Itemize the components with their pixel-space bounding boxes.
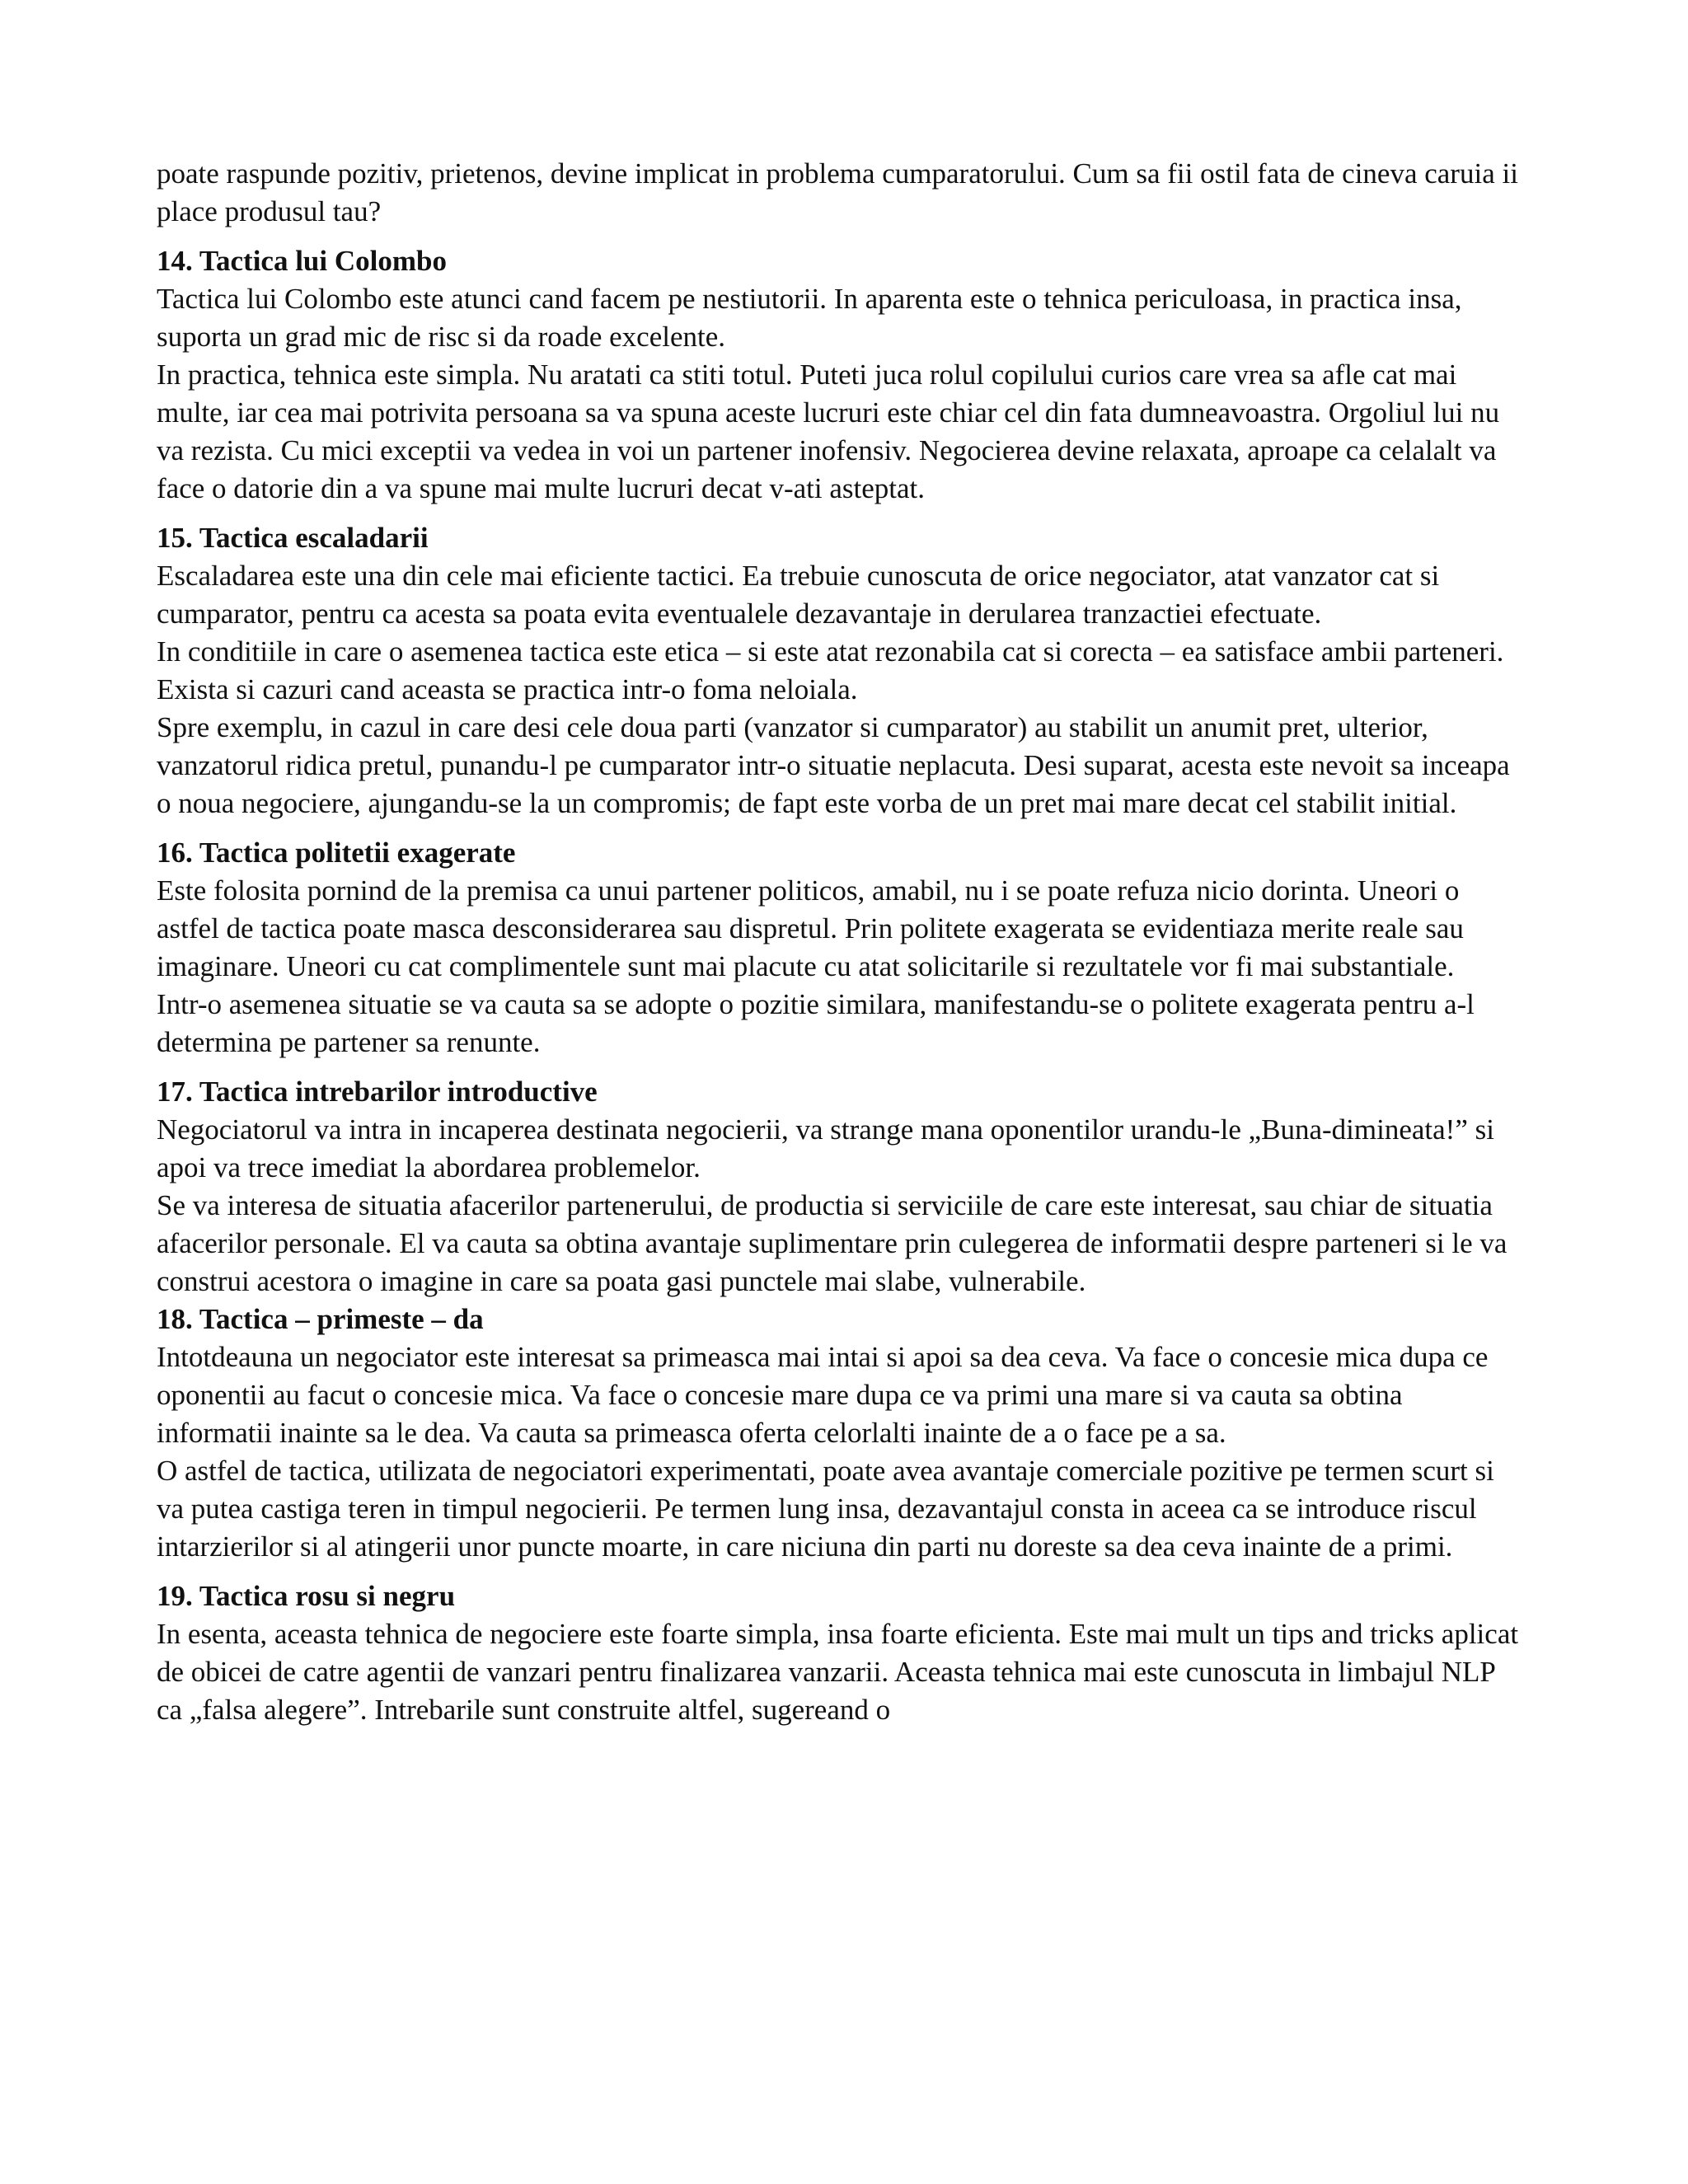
section-14	[157, 242, 1525, 508]
section-17	[157, 1073, 1525, 1301]
section-paragraph: Tactica lui Colombo este atunci cand facem pe nestiutorii. In aparenta este o tehnica periculoasa, in practica insa, suporta un grad mic de risc si da roade excelente.	[157, 283, 1462, 353]
section-paragraph: In practica, tehnica este simpla. Nu aratati ca stiti totul. Puteti juca rolul copilului curios care vrea sa afle cat mai multe, iar cea mai potrivita persoana sa va spuna aceste lucruri este chiar cel din fata dumneavoastra. Orgoliul lui nu va rezista. Cu mici exceptii va vedea in voi un partener inofensiv. Negocierea devine relaxata, aproape ca celalalt va face o datorie din a va spune mai multe lucruri decat v-ati asteptat.	[157, 359, 1500, 504]
section-paragraph: Intr-o asemenea situatie se va cauta sa se adopte o pozitie similara, manifestandu-se o politete exagerata pentru a-l determina pe partener sa renunte.	[157, 988, 1475, 1058]
section-heading: 14. Tactica lui Colombo	[157, 245, 447, 277]
document-body	[157, 155, 1525, 1729]
section-paragraph: Se va interesa de situatia afacerilor partenerului, de productia si serviciile de care este interesat, sau chiar de situatia afacerilor personale. El va cauta sa obtina avantaje suplimentare prin culegerea de informatii despre parteneri si le va construi acestora o imagine in care sa poata gasi punctele mai slabe, vulnerabile.	[157, 1189, 1507, 1297]
section-18	[157, 1301, 1525, 1566]
section-paragraph: Spre exemplu, in cazul in care desi cele doua parti (vanzator si cumparator) au stabilit un anumit pret, ulterior, vanzatorul ridica pretul, punandu-l pe cumparator intr-o situatie neplacuta. Desi suparat, acesta este nevoit sa inceapa o noua negociere, ajungandu-se la un compromis; de fapt este vorba de un pret mai mare decat cel stabilit initial.	[157, 711, 1510, 819]
section-19	[157, 1577, 1525, 1729]
intro-paragraph: poate raspunde pozitiv, prietenos, devine implicat in problema cumparatorului. Cum sa fii ostil fata de cineva caruia ii place produsul tau?	[157, 157, 1518, 227]
section-paragraph: In esenta, aceasta tehnica de negociere este foarte simpla, insa foarte eficienta. Este mai mult un tips and tricks aplicat de obicei de catre agentii de vanzari pentru finalizarea vanzarii. Aceasta tehnica mai este cunoscuta in limbajul NLP ca „falsa alegere”. Intrebarile sunt construite altfel, sugereand o	[157, 1618, 1519, 1726]
section-heading: 18. Tactica – primeste – da	[157, 1303, 484, 1335]
section-paragraph: In conditiile in care o asemenea tactica este etica – si este atat rezonabila cat si corecta – ea satisface ambii parteneri. Exista si cazuri cand aceasta se practica intr-o foma neloiala.	[157, 635, 1504, 705]
section-heading: 17. Tactica intrebarilor introductive	[157, 1076, 598, 1108]
section-heading: 19. Tactica rosu si negru	[157, 1580, 456, 1612]
section-heading: 16. Tactica politetii exagerate	[157, 837, 516, 869]
section-heading: 15. Tactica escaladarii	[157, 522, 429, 554]
section-15	[157, 519, 1525, 823]
section-paragraph: Este folosita pornind de la premisa ca unui partener politicos, amabil, nu i se poate refuza nicio dorinta. Uneori o astfel de tactica poate masca desconsiderarea sau dispretul. Prin politete exagerata se evidentiaza merite reale sau imaginare. Uneori cu cat complimentele sunt mai placute cu atat solicitarile si rezultatele vor fi mai substantiale.	[157, 874, 1464, 982]
section-paragraph: Negociatorul va intra in incaperea destinata negocierii, va strange mana oponentilor urandu-le „Buna-dimineata!” si apoi va trece imediat la abordarea problemelor.	[157, 1113, 1494, 1183]
section-16	[157, 834, 1525, 1062]
section-paragraph: Intotdeauna un negociator este interesat sa primeasca mai intai si apoi sa dea ceva. Va face o concesie mica dupa ce oponentii au facut o concesie mica. Va face o concesie mare dupa ce va primi una mare si va cauta sa obtina informatii inainte sa le dea. Va cauta sa primeasca oferta celorlalti inainte de a o face pe a sa.	[157, 1341, 1489, 1449]
section-paragraph: O astfel de tactica, utilizata de negociatori experimentati, poate avea avantaje comerciale pozitive pe termen scurt si va putea castiga teren in timpul negocierii. Pe termen lung insa, dezavantajul consta in aceea ca se introduce riscul intarzierilor si al atingerii unor puncte moarte, in care niciuna din parti nu doreste sa dea ceva inainte de a primi.	[157, 1455, 1494, 1563]
section-paragraph: Escaladarea este una din cele mai eficiente tactici. Ea trebuie cunoscuta de orice negociator, atat vanzator cat si cumparator, pentru ca acesta sa poata evita eventualele dezavantaje in derularea tranzactiei efectuate.	[157, 560, 1440, 630]
